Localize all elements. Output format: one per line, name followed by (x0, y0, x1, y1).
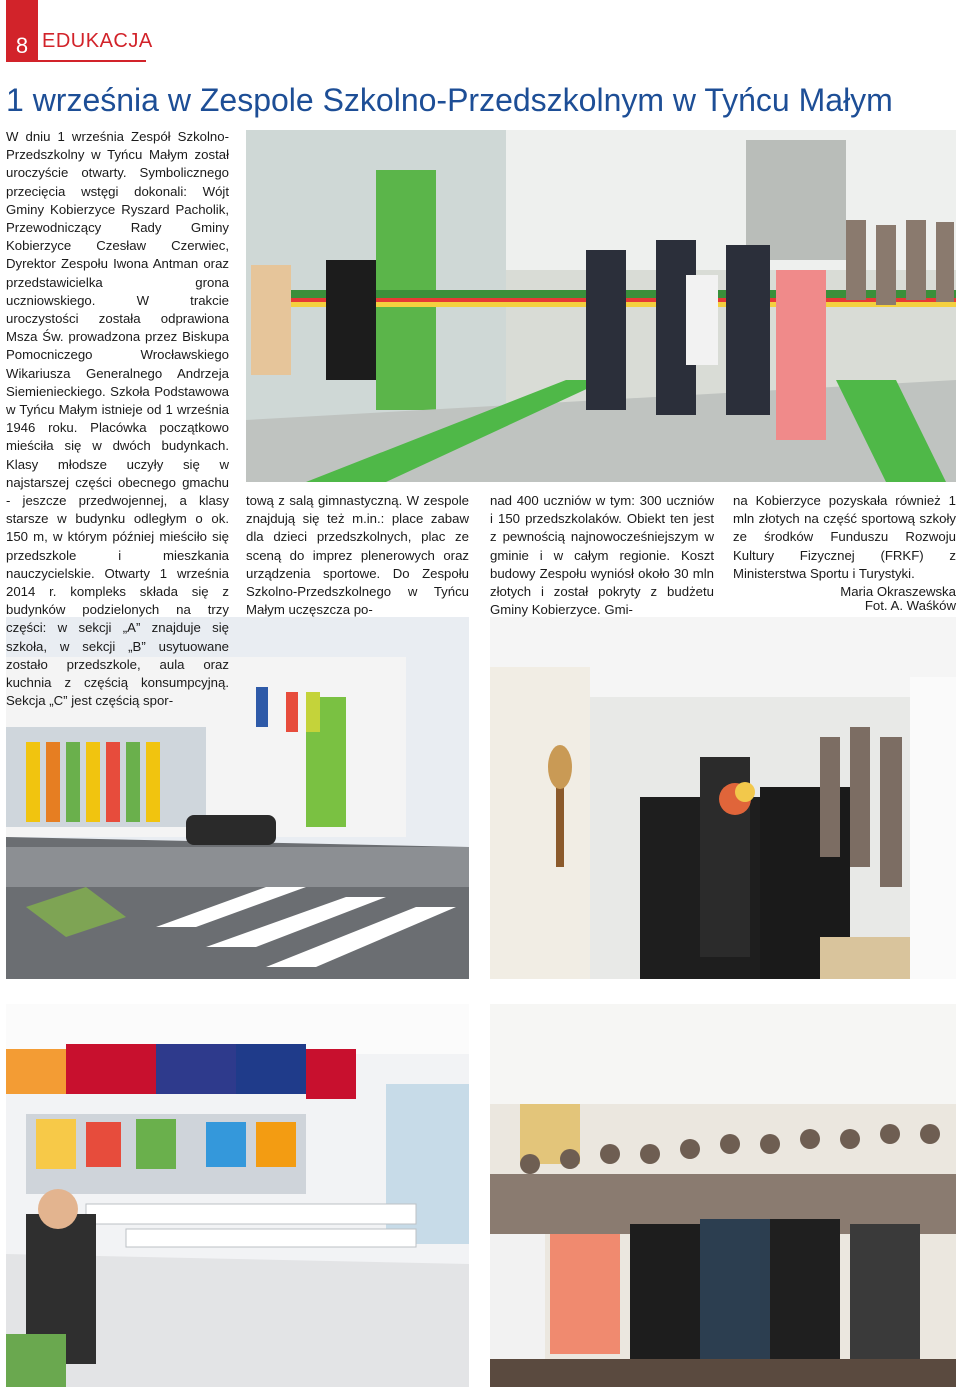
photo-classroom (6, 1004, 469, 1387)
article-column-3 (490, 492, 714, 619)
article-text-1: W dniu 1 września Zespół Szkolno-Przedszkolny w Tyńcu Małym został uroczyście otwarty. Symbolicznego przecięcia wstęgi dokonali: Wójt Gminy Kobierzyce Ryszard Pacholik, Przewodniczący Rady Gminy Kobierzyce Czesław Czerwiec, Dyrektor Zespołu Iwona Antman oraz przedstawicielka grona uczniowskiego. W trakcie uroczystości została odprawiona Msza Św. prowadzona przez Biskupa Pomocniczego Wrocławskiego Wikariusza Generalnego Andrzeja Siemienieckiego. Szkoła Podstawowa w Tyńcu Małym istnieje od 1 września 1946 roku. Placówka początkowo mieściła się w dwóch budynkach. Klasy młodsze uczyły się w najstarszej części obecnego gmachu - jeszcze przedwojennej, a klasy starsze w budynku odległym o ok. 150 m, w którym później mieściło się przedszkole i mieszkania nauczycielskie. Otwarty 1 września 2014 r. kompleks składa się z budynków podzielonych na trzy części: w sekcji „A” znajduje się szkoła, w sekcji „B” usytuowane zostało przedszkole, aula oraz kuchnia z częścią konsumpcyjną. Sekcja „C” jest częścią spor- (6, 129, 229, 709)
article-column-4 (733, 492, 956, 601)
article-column-1 (6, 128, 229, 711)
photo-blessing (490, 617, 956, 979)
photo-credit: Fot. A. Waśków (864, 598, 956, 613)
section-underline (6, 60, 146, 62)
article-column-2 (246, 492, 469, 619)
section-label: EDUKACJA (42, 30, 153, 52)
article-text-4: na Kobierzyce pozyskała również 1 mln złotych na część sportową szkoły ze środków Funduszu Rozwoju Kultury Fizycznej (FRKF) z Ministerstwa Sportu i Turystyki. (733, 493, 956, 581)
article-text-3: nad 400 uczniów w tym: 300 uczniów i 150 przedszkolaków. Obiekt ten jest z pewnością najnowocześniejszym w gminie i w całym regionie. Koszt budowy Zespołu wyniósł około 30 mln złotych i został pokryty z budżetu Gminy Kobierzyce. Gmi- (490, 493, 714, 618)
page-number-bar (6, 0, 38, 26)
article-author: Maria Okraszewska (840, 584, 956, 600)
article-text-2: tową z salą gimnastyczną. W zespole znajdują się też m.in.: place zabaw dla dzieci przedszkolnych, plac ze sceną do imprez plenerowych oraz urządzenia sportowe. Do Zespołu Szkolno-Przedszkolnego w Tyńcu Małym uczęszcza po- (246, 493, 469, 618)
photo-audience (490, 1004, 956, 1387)
photo-ribbon-cutting (246, 130, 956, 482)
page-number: 8 (6, 26, 38, 62)
headline: 1 września w Zespole Szkolno-Przedszkolnym w Tyńcu Małym (6, 82, 893, 118)
